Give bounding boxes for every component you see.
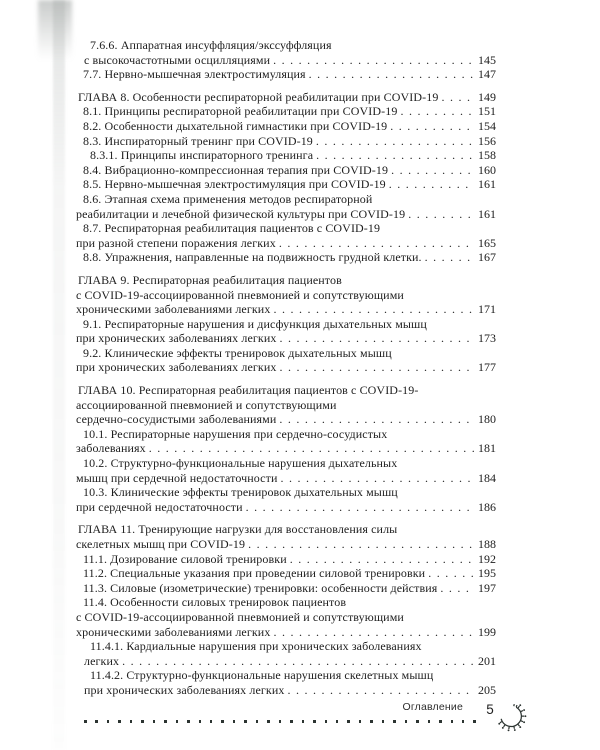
toc-entry: [76, 566, 496, 581]
toc-entry-text: 11.3. Силовые (изометрические) тренировки: особенности действия: [83, 580, 438, 595]
footer-dot: [473, 720, 476, 723]
toc-entry-text: реабилитации и лечебной физической культуры при COVID-19: [76, 206, 406, 221]
toc-entry: [76, 250, 496, 265]
toc-entry-text: с COVID-19-ассоциированной пневмонией и сопутствующими: [76, 609, 404, 624]
toc-entry: [76, 639, 496, 668]
dot-leader: [441, 90, 474, 105]
toc-line: [76, 398, 496, 413]
footer-dot: [210, 720, 213, 723]
toc-line: [76, 302, 496, 317]
footer-dot: [370, 720, 373, 723]
toc-line: [76, 104, 496, 119]
toc-line: [76, 119, 496, 134]
toc-page-number: 145: [478, 52, 496, 67]
toc-entry-text: 8.4. Вибрационно-компрессионная терапия при COVID-19: [83, 162, 389, 177]
footer-page-number: 5: [486, 702, 494, 717]
toc-entry: [76, 192, 496, 221]
dot-leader: [287, 683, 474, 698]
dot-leader: [279, 331, 474, 346]
toc-entry: [76, 90, 496, 105]
toc-line: [76, 67, 496, 82]
toc-line: [76, 441, 496, 456]
toc-line: [76, 236, 496, 251]
toc-entry-text: 10.1. Респираторные нарушения при сердечно-сосудистых: [83, 426, 388, 441]
footer-dot: [164, 720, 167, 723]
toc-page-number: 173: [478, 331, 496, 346]
dot-leader: [279, 360, 474, 375]
toc-entry-text: ГЛАВА 10. Респираторная реабилитация пациентов с COVID-19-: [78, 383, 419, 398]
footer-dot: [405, 720, 408, 723]
toc-line: [76, 552, 496, 567]
toc-entry: [76, 104, 496, 119]
toc-page-number: 197: [478, 580, 496, 595]
footer-dot: [141, 720, 144, 723]
dot-leader: [279, 236, 474, 251]
toc-line: [76, 163, 496, 178]
toc-entry-text: мышц при сердечной недостаточности: [76, 470, 278, 485]
toc-line: [76, 288, 496, 303]
dot-leader: [122, 654, 474, 669]
dot-leader: [425, 250, 474, 265]
toc-line: [76, 207, 496, 222]
toc-entry-text: заболеваниях: [76, 441, 146, 456]
toc-page-number: 205: [478, 682, 496, 697]
toc-line: [76, 610, 496, 625]
toc-list: [76, 38, 496, 698]
footer-dot: [221, 720, 224, 723]
toc-entry-text: 8.8. Упражнения, направленные на подвижность грудной клетки.: [83, 250, 422, 265]
toc-line: [76, 500, 496, 515]
toc-entry-text: ГЛАВА 11. Тренирующие нагрузки для восстановления силы: [78, 522, 398, 537]
toc-line: [76, 412, 496, 427]
toc-line: [76, 273, 496, 288]
footer-dot: [313, 720, 316, 723]
footer-dot: [336, 720, 339, 723]
toc-entry-text: 10.3. Клинические эффекты тренировок дыхательных мышц: [83, 485, 398, 500]
toc-page-number: 156: [478, 133, 496, 148]
toc-entry-text: с высокочастотными осцилляциями: [84, 52, 271, 67]
toc-line: [76, 360, 496, 375]
dot-leader: [273, 302, 474, 317]
toc-entry: [76, 163, 496, 178]
dot-leader: [248, 537, 474, 552]
toc-page-number: 147: [478, 67, 496, 82]
toc-entry-text: 8.6. Этапная схема применения методов респираторной: [83, 191, 373, 206]
footer-dot: [233, 720, 236, 723]
toc-line: [76, 427, 496, 442]
footer-dot: [462, 720, 465, 723]
dot-leader: [279, 412, 474, 427]
toc-entry-text: 11.4.2. Структурно-функциональные нарушения скелетных мышц: [90, 668, 434, 683]
toc-entry-text: 11.1. Дозирование силовой тренировки: [83, 551, 287, 566]
dot-leader: [316, 148, 474, 163]
toc-entry-text: 11.4. Особенности силовых тренировок пациентов: [83, 595, 347, 610]
toc-line: [76, 346, 496, 361]
footer-dot: [95, 720, 98, 723]
toc-entry-text: 8.5. Нервно-мышечная электростимуляция при COVID-19: [83, 177, 386, 192]
footer-dot: [439, 720, 442, 723]
toc-entry: [76, 485, 496, 514]
toc-entry-text: ГЛАВА 9. Респираторная реабилитация пациентов: [78, 272, 342, 287]
toc-entry-text: 9.1. Респираторные нарушения и дисфункция дыхательных мышц: [83, 316, 427, 331]
toc-page-number: 165: [478, 235, 496, 250]
toc-page-number: 161: [478, 177, 496, 192]
footer-dot: [244, 720, 247, 723]
dot-leader: [273, 53, 474, 68]
footer-dot: [451, 720, 454, 723]
toc-entry-text: при сердечной недостаточности: [76, 499, 243, 514]
dot-leader: [408, 207, 474, 222]
dot-leader: [391, 163, 474, 178]
footer-dot: [302, 720, 305, 723]
toc-page-number: 171: [478, 302, 496, 317]
toc-line: [76, 625, 496, 640]
dot-leader: [149, 441, 474, 456]
toc-line: [76, 668, 496, 683]
toc-page-number: 167: [478, 250, 496, 265]
footer-dot: [187, 720, 190, 723]
toc-entry: [76, 668, 496, 697]
toc-line: [76, 639, 496, 654]
toc-entry-text: с COVID-19-ассоциированной пневмонией и сопутствующими: [76, 287, 404, 302]
toc-line: [76, 456, 496, 471]
toc-entry-text: сердечно-сосудистыми заболеваниями: [76, 412, 277, 427]
dot-leader: [273, 625, 474, 640]
toc-entry-text: 11.4.1. Кардиальные нарушения при хронических заболеваниях: [90, 639, 422, 654]
toc-line: [76, 331, 496, 346]
footer-dot: [118, 720, 121, 723]
toc-page-number: 181: [478, 441, 496, 456]
toc-page-number: 188: [478, 537, 496, 551]
toc-line: [76, 581, 496, 596]
coronavirus-icon: [497, 697, 527, 739]
toc-entry: [76, 67, 496, 82]
toc-line: [76, 595, 496, 610]
toc-line: [76, 90, 496, 105]
footer-dot: [347, 720, 350, 723]
toc-entry-text: хроническими заболеваниями легких: [76, 624, 271, 639]
toc-page-number: 149: [478, 89, 496, 104]
footer-dot: [290, 720, 293, 723]
toc-page-number: 186: [478, 499, 496, 514]
footer-dot: [199, 720, 202, 723]
toc-line: [76, 537, 496, 552]
footer-dot: [359, 720, 362, 723]
toc-entry: [76, 346, 496, 375]
toc-line: [76, 566, 496, 581]
toc-line: [76, 134, 496, 149]
toc-entry-text: при хронических заболеваниях легких: [76, 360, 277, 375]
toc-page-number: 184: [478, 470, 496, 485]
dot-leader: [280, 471, 474, 486]
dot-leader: [246, 500, 474, 515]
toc-entry: [76, 552, 496, 567]
toc-entry-text: скелетных мышц при COVID-19: [76, 537, 246, 551]
toc-entry: [76, 273, 496, 317]
toc-line: [76, 38, 496, 53]
toc-entry-text: при хронических заболеваниях легких: [76, 331, 277, 346]
footer-dot: [176, 720, 179, 723]
dot-leader: [316, 134, 474, 149]
toc-entry: [76, 427, 496, 456]
toc-entry-text: ассоциированной пневмонией и сопутствующими: [76, 397, 337, 412]
toc-page-number: 201: [478, 653, 496, 668]
toc-entry-text: 9.2. Клинические эффекты тренировок дыхательных мышц: [83, 345, 392, 360]
footer-dot: [325, 720, 328, 723]
dot-leader: [290, 552, 474, 567]
toc-line: [76, 485, 496, 500]
dot-leader: [428, 566, 474, 581]
footer-dot: [416, 720, 419, 723]
toc-entry: [76, 119, 496, 134]
toc-entry-text: 8.1. Принципы респираторной реабилитации при COVID-19: [83, 104, 398, 119]
dot-leader: [389, 177, 474, 192]
toc-line: [76, 250, 496, 265]
toc-line: [76, 522, 496, 537]
toc-page-number: 180: [478, 412, 496, 427]
toc-entry: [76, 581, 496, 596]
footer-dot: [107, 720, 110, 723]
toc-page-number: 154: [478, 118, 496, 133]
footer-dot: [267, 720, 270, 723]
toc-page-number: 199: [478, 624, 496, 639]
footer-dot: [393, 720, 396, 723]
footer-dot: [279, 720, 282, 723]
toc-entry: [76, 177, 496, 192]
toc-entry-text: легких: [84, 653, 120, 668]
footer-dot: [84, 720, 87, 723]
toc-line: [76, 317, 496, 332]
footer-dot: [130, 720, 133, 723]
toc-entry: [76, 134, 496, 149]
toc-page-number: 195: [478, 566, 496, 581]
toc-entry: [76, 522, 496, 551]
dot-leader: [390, 119, 474, 134]
toc-line: [76, 683, 496, 698]
toc-entry-text: 11.2. Специальные указания при проведении силовой тренировки: [83, 566, 426, 581]
toc-entry-text: 10.2. Структурно-функциональные нарушения дыхательных: [83, 456, 398, 471]
toc-entry: [76, 38, 496, 67]
toc-page-number: 177: [478, 360, 496, 375]
toc-entry-text: хроническими заболеваниями легких: [76, 302, 271, 317]
toc-page-number: 158: [478, 148, 496, 163]
toc-entry: [76, 148, 496, 163]
dot-leader: [309, 67, 474, 82]
toc-page-number: 151: [478, 104, 496, 119]
page-gutter-shadow: [53, 0, 65, 750]
toc-line: [76, 177, 496, 192]
toc-line: [76, 471, 496, 486]
footer-dot: [428, 720, 431, 723]
toc-entry-text: 8.3.1. Принципы инспираторного тренинга: [90, 148, 314, 163]
toc-page-number: 192: [478, 551, 496, 566]
toc-entry-text: 7.7. Нервно-мышечная электростимуляция: [83, 67, 306, 82]
toc-entry-text: 8.2. Особенности дыхательной гимнастики при COVID-19: [83, 118, 388, 133]
footer-dot: [153, 720, 156, 723]
toc-entry-text: 8.3. Инспираторный тренинг при COVID-19: [83, 133, 313, 148]
toc-page-number: 160: [478, 162, 496, 177]
toc-entry: [76, 456, 496, 485]
toc-line: [76, 383, 496, 398]
toc-entry-text: при разной степени поражения легких: [76, 235, 276, 250]
toc-entry: [76, 317, 496, 346]
toc-entry: [76, 595, 496, 639]
dot-leader: [440, 581, 474, 596]
toc-line: [76, 192, 496, 207]
toc-entry-text: 7.6.6. Аппаратная инсуффляция/экссуффляция: [90, 38, 332, 52]
toc-entry: [76, 221, 496, 250]
dot-leader: [400, 104, 474, 119]
toc-page-number: 161: [478, 206, 496, 221]
toc-line: [76, 148, 496, 163]
toc-line: [76, 221, 496, 236]
footer-section-label: Оглавление: [402, 701, 463, 713]
toc-entry-text: 8.7. Респираторная реабилитация пациентов с COVID-19: [83, 221, 381, 236]
footer-dot: [382, 720, 385, 723]
toc-entry-text: при хронических заболеваниях легких: [84, 682, 285, 697]
toc-entry-text: ГЛАВА 8. Особенности респираторной реабилитации при COVID-19: [78, 89, 439, 104]
toc-entry: [76, 383, 496, 427]
toc-line: [76, 654, 496, 669]
toc-line: [76, 53, 496, 68]
footer-dot: [256, 720, 259, 723]
footer-dotted-line: [84, 720, 476, 723]
